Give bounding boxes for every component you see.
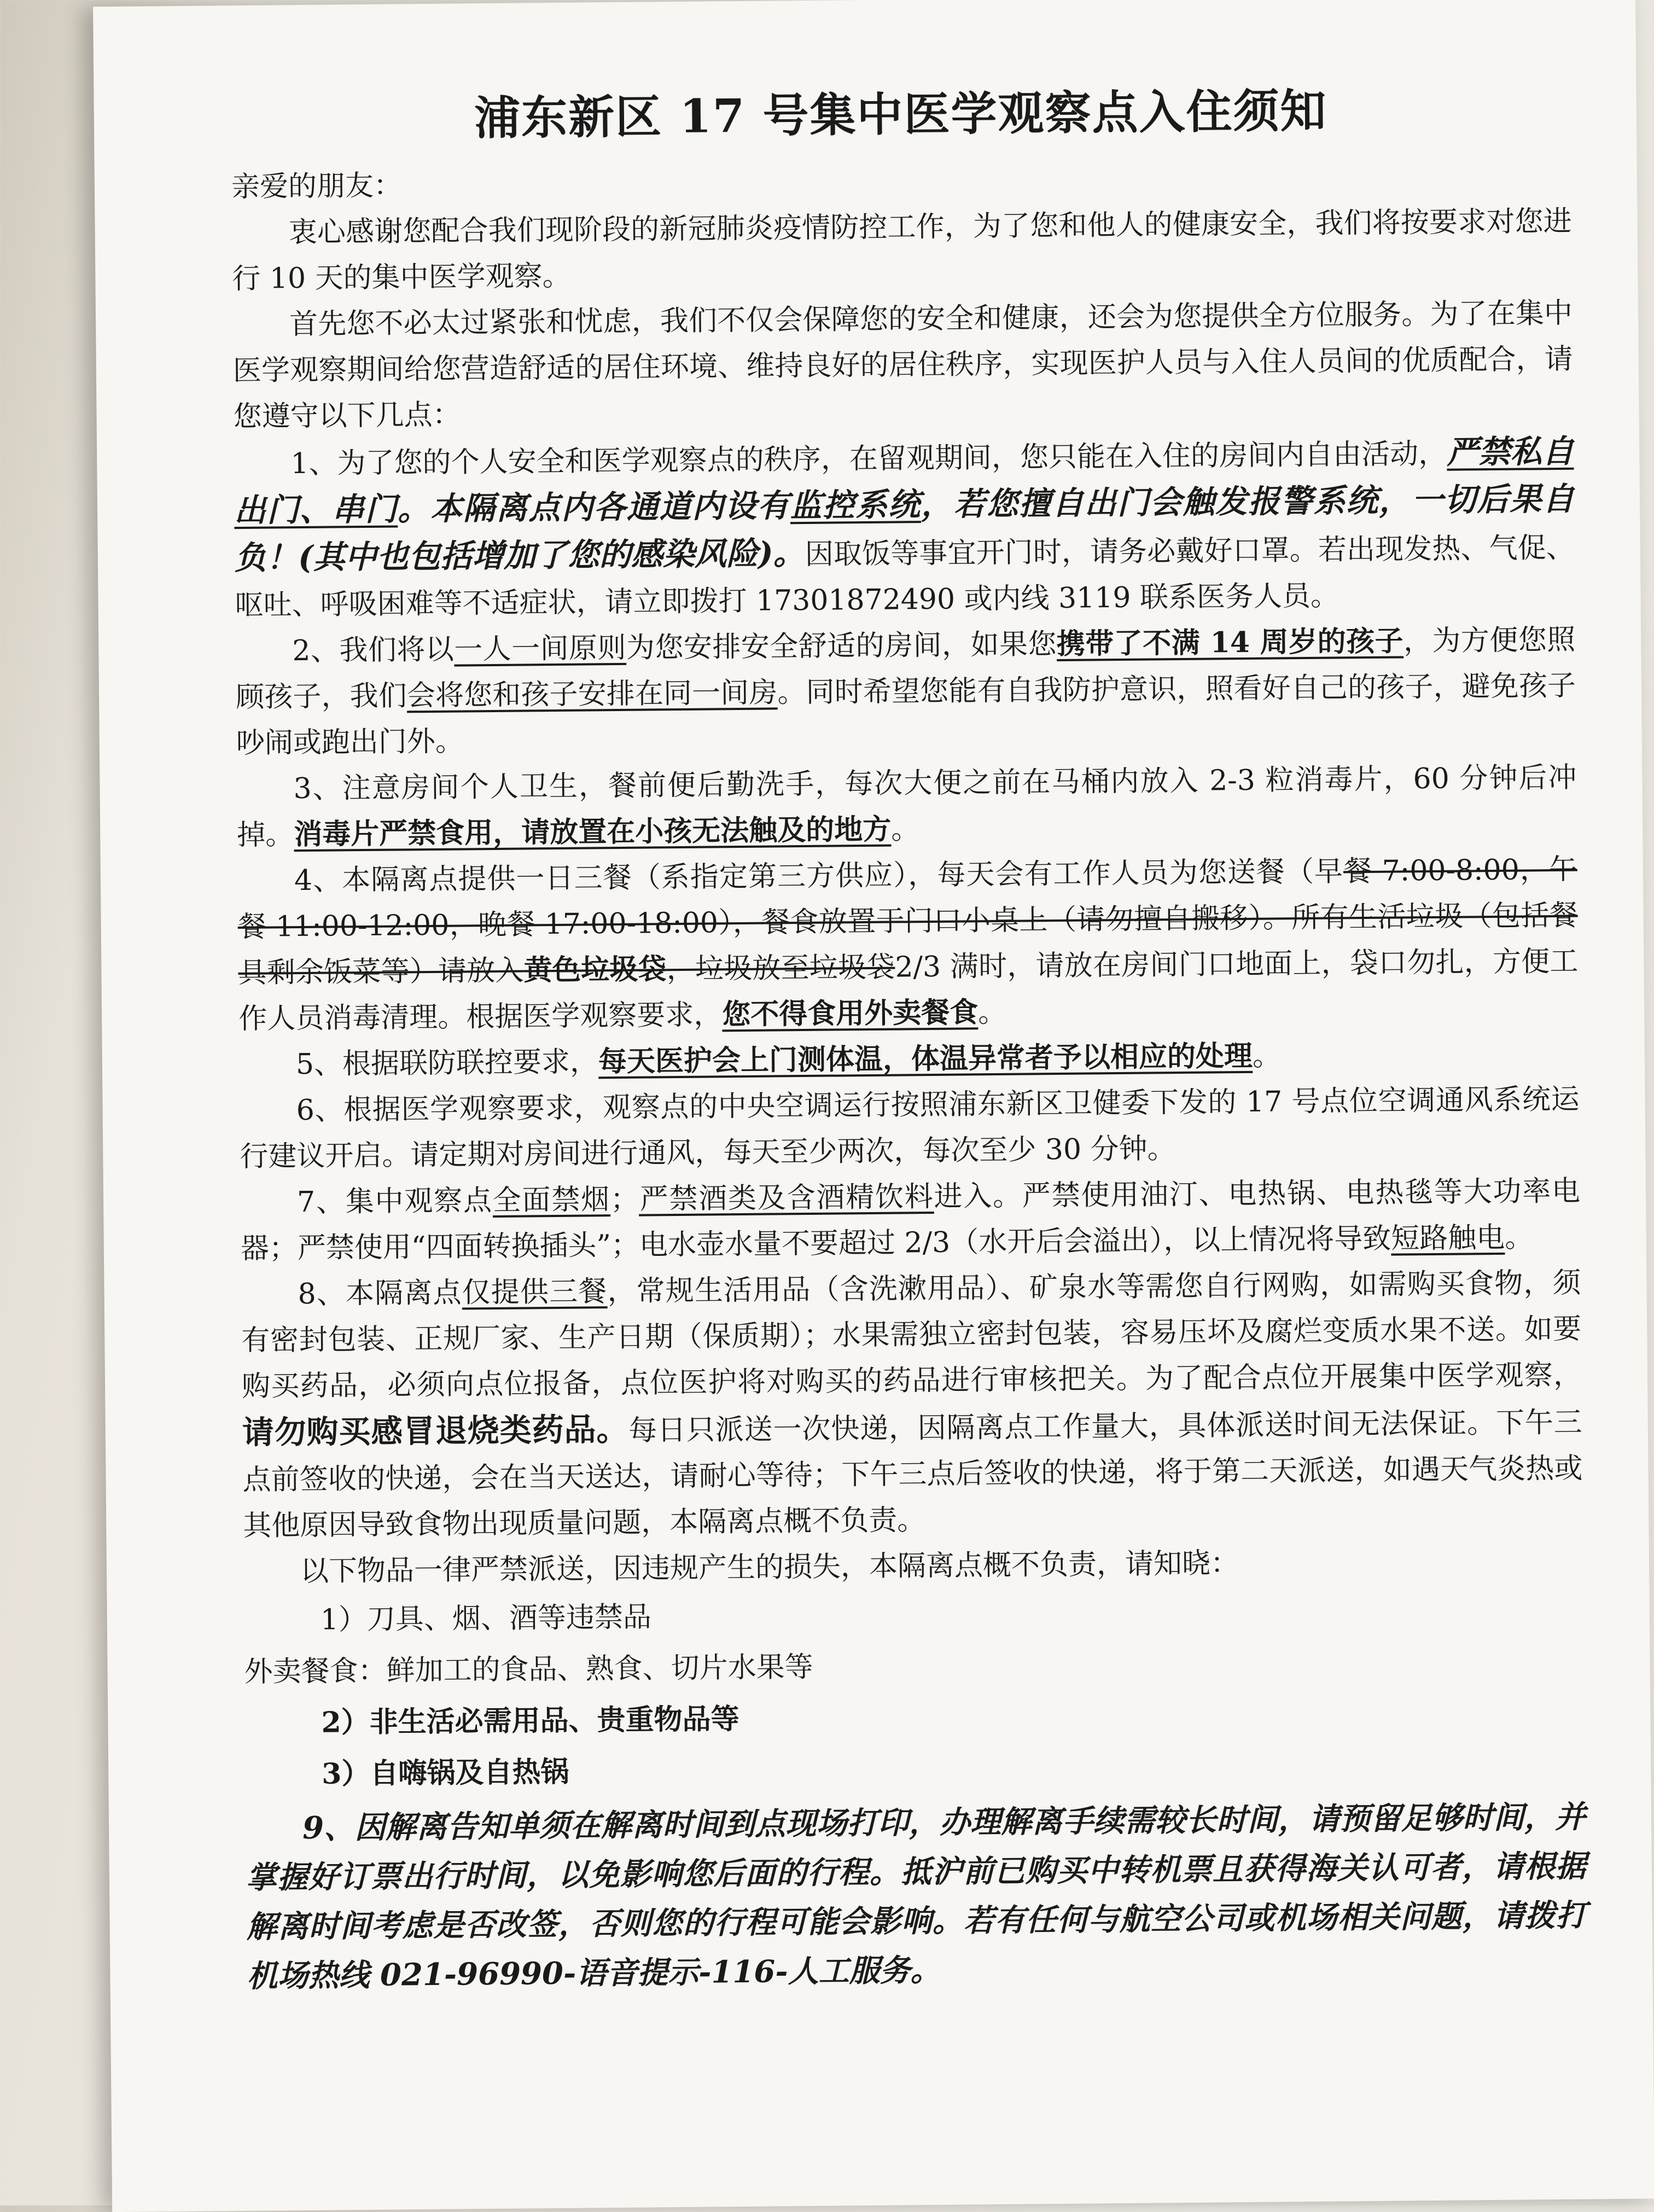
rule-5-text: 。 xyxy=(1252,1039,1282,1073)
rule-1-text: 。本隔离点内各通道内设有 xyxy=(397,487,790,528)
rule-7-emphasis: 短路触电 xyxy=(1390,1221,1505,1255)
rule-2-emphasis: 携带了不满 14 周岁的孩子 xyxy=(1056,624,1404,661)
rule-4-text: 4、本隔离点提供一日三餐（系指定第三方供应），每天会有工作人员为您送餐（早 xyxy=(294,855,1344,898)
rule-item-4 xyxy=(237,847,1579,1042)
rule-7-text: 。 xyxy=(1504,1221,1534,1254)
rule-item-9: 9、因解离告知单须在解离时间到点现场打印，办理解离手续需较长时间，请预留足够时间，并掌握好订票出行时间，以免影响您后面的行程。抵沪前已购买中转机票且获得海关认可者，请根据解离时间考虑是否改签，否则您的行程可能会影响。若有任何与航空公司或机场相关问题，请拨打机场热线 021-96990-语音提示-116-人工服务。 xyxy=(246,1798,1587,1994)
rule-item-6: 6、根据医学观察要求，观察点的中央空调运行按照浦东新区卫健委下发的 17 号点位空调通风系统运行建议开启。请定期对房间进行通风，每天至少两次，每次至少 30 分钟。 xyxy=(240,1082,1580,1174)
notice-document xyxy=(230,76,1587,2001)
prohibited-item-1-takeout: 外卖餐食：鲜加工的食品、熟食、切片水果等 xyxy=(244,1650,813,1689)
rule-5-emphasis: 每天医护会上门测体温，体温异常者予以相应的处理 xyxy=(598,1039,1253,1079)
rule-4-emphasis: 您不得食用外卖餐食 xyxy=(721,996,979,1032)
rule-1-contact: 因取饭等事宜开门时，请务必戴好口罩。若出现发热、气促、呕吐、呼吸困难等不适症状，请立即拨打 17301872490 或内线 3119 联系医务人员。 xyxy=(235,531,1575,622)
rule-4-struck-text: 餐 7:00-8:00，午餐 11:00-12:00，晚餐 17:00-18:00），餐食放置于门口小桌上（请勿擅自搬移）。所有生活垃圾（包括餐具剩余饭菜等）请放入 xyxy=(237,853,1578,990)
rule-8-text: 8、本隔离点 xyxy=(298,1276,462,1311)
intro-paragraph-2: 首先您不必太过紧张和忧虑，我们不仅会保障您的安全和健康，还会为您提供全方位服务。为了在集中医学观察期间给您营造舒适的居住环境、维持良好的居住秩序，实现医护人员与入住人员间的优质配合，请您遵守以下几点： xyxy=(232,296,1574,434)
rule-8-emphasis: 请勿购买感冒退烧类药品。 xyxy=(242,1410,629,1452)
rule-2-emphasis: 一人一间原则 xyxy=(453,631,627,666)
rule-1-text: 1、为了您的个人安全和医学观察点的秩序，在留观期间，您只能在入住的房间内自由活动， xyxy=(290,437,1447,481)
prohibited-item-3: 3）自嗨锅及自热锅 xyxy=(321,1755,569,1791)
rule-1-emphasis: 严禁私自出门、串门 xyxy=(234,432,1574,529)
rule-item-2 xyxy=(235,617,1576,766)
rule-7-text: 进入。严禁使用油汀、电热锅、电热毯等大功率电器；严禁使用“四面转换插头”；电水壶水量不要超过 2/3（水开后会溢出），以上情况将导致 xyxy=(240,1174,1581,1266)
rule-4-struck-text: ，垃圾放至垃圾袋 xyxy=(666,951,895,986)
rule-item-1 xyxy=(234,428,1575,628)
rule-8-text: ，常规生活用品（含洗漱用品）、矿泉水等需您自行网购，如需购买食物，须有密封包装、正规厂家、生产日期（保质期）；水果需独立密封包装，容易压坏及腐烂变质水果不送。如要购买药品，必须向点位报备，点位医护将对购买的药品进行审核把关。为了配合点位开展集中医学观察， xyxy=(241,1266,1582,1404)
rule-7-emphasis: 全面禁烟 xyxy=(492,1183,611,1218)
rule-2-emphasis: 会将您和孩子安排在同一间房 xyxy=(406,676,778,713)
greeting: 亲爱的朋友： xyxy=(231,169,403,204)
rule-3-text: 3、注意房间个人卫生，餐前便后勤洗手，每次大便之前在马桶内放入 2-3 粒消毒片，60 分钟后冲掉。 xyxy=(237,761,1577,852)
rule-4-text: 2/3 满时，请放在房间门口地面上，袋口勿扎，方便工作人员消毒清理。根据医学观察要求， xyxy=(238,945,1579,1036)
rule-2-text: 为您安排安全舒适的房间，如果您 xyxy=(626,627,1057,665)
prohibited-item-1: 1）刀具、烟、酒等违禁品 xyxy=(320,1600,652,1637)
rule-item-8 xyxy=(241,1260,1583,1549)
prohibited-item-2: 2）非生活必需用品、贵重物品等 xyxy=(321,1702,739,1739)
rule-2-text: ，为方便您照顾孩子，我们 xyxy=(235,623,1576,714)
rule-3-emphasis: 消毒片严禁食用，请放置在小孩无法触及的地方 xyxy=(294,812,892,852)
rule-1-emphasis: 监控系统 xyxy=(790,486,922,525)
rule-4-struck-text: 黄色垃圾袋 xyxy=(523,952,667,987)
rule-4-text: 。 xyxy=(977,996,1007,1029)
rule-item-3 xyxy=(236,755,1577,858)
rule-2-text: 2、我们将以 xyxy=(292,633,455,668)
rule-7-text: ； xyxy=(610,1183,639,1216)
rule-2-text: 。同时希望您能有自我防护意识，照看好自己的孩子，避免孩子吵闹或跑出门外。 xyxy=(236,669,1576,760)
rule-7-emphasis: 严禁酒类及含酒精饮料 xyxy=(638,1180,934,1216)
rule-item-7 xyxy=(240,1168,1581,1272)
rule-8-emphasis: 仅提供三餐 xyxy=(462,1275,608,1309)
intro-paragraph-1: 衷心感谢您配合我们现阶段的新冠肺炎疫情防控工作，为了您和他人的健康安全，我们将按要求对您进行 10 天的集中医学观察。 xyxy=(232,205,1572,296)
rule-7-text: 7、集中观察点 xyxy=(296,1184,493,1219)
prohibited-intro: 以下物品一律严禁派送，因违规产生的损失，本隔离点概不负责，请知晓： xyxy=(300,1547,1239,1588)
rule-1-warning: ，若您擅自出门会触发报警系统，一切后果自负！(其中也包括增加了您的感染风险)。 xyxy=(234,480,1575,577)
rule-5-text: 5、根据联防联控要求， xyxy=(295,1045,599,1081)
rule-3-text: 。 xyxy=(891,813,920,846)
document-title: 浦东新区 17 号集中医学观察点入住须知 xyxy=(474,83,1327,145)
rule-8-text: 每日只派送一次快递，因隔离点工作量大，具体派送时间无法保证。下午三点前签收的快递，会在当天送达，请耐心等待；下午三点后签收的快递，将于第二天派送，如遇天气炎热或其他原因导致食物出现质量问题，本隔离点概不负责。 xyxy=(242,1406,1583,1543)
paper-sheet xyxy=(93,0,1654,2212)
